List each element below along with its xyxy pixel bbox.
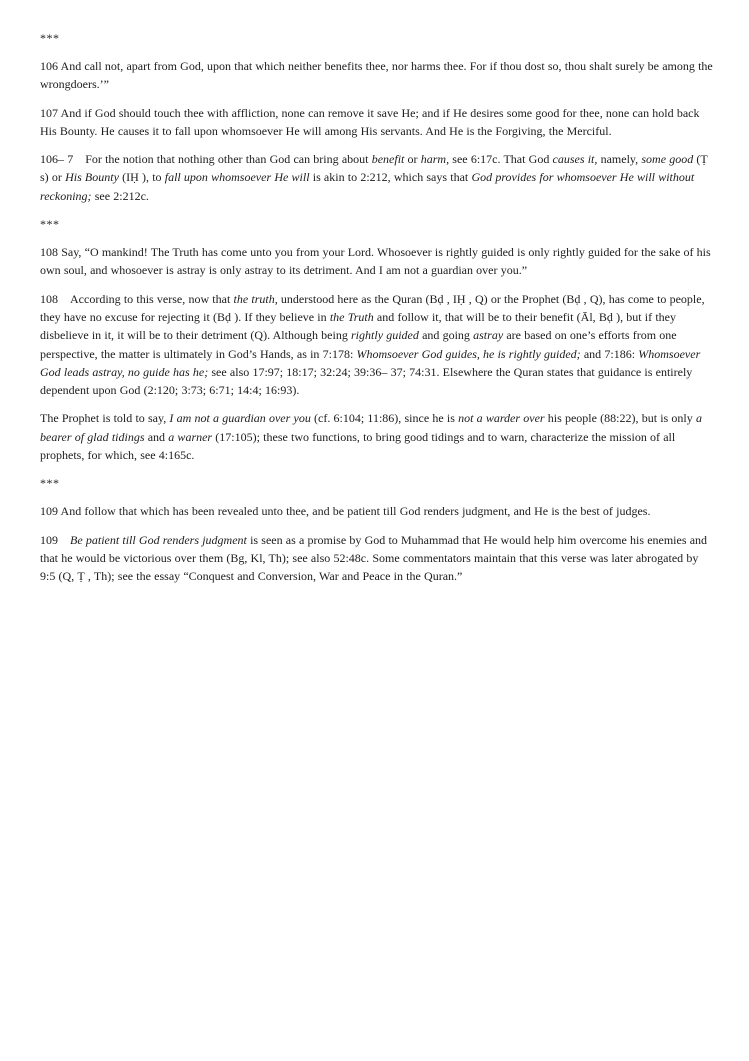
commentary-109 bbox=[40, 531, 713, 586]
verse-107 bbox=[40, 104, 713, 141]
italic-quoted-text: causes it, bbox=[552, 152, 598, 167]
italic-quoted-text: astray bbox=[473, 328, 504, 343]
commentary-verse-number: 109 bbox=[40, 532, 58, 547]
italic-quoted-text: His Bounty bbox=[65, 170, 119, 185]
body-text: is akin to 2:212, which says that bbox=[309, 170, 472, 185]
italic-quoted-text: benefit bbox=[371, 152, 405, 167]
body-text: (Ṭ s) or bbox=[40, 152, 708, 185]
body-text: (IḤ ), to bbox=[118, 170, 165, 185]
body-text: 107 And if God should touch thee with affliction, none can remove it save He; and if He desires some good for thee, none can hold back His Bounty. He causes it to fall upon whomsoever He will among His servants. And He is the Forgiving, the Merciful. bbox=[40, 105, 700, 138]
italic-quoted-text: the truth, bbox=[233, 291, 278, 306]
italic-quoted-text: harm, bbox=[420, 152, 450, 167]
document-text-block bbox=[40, 29, 713, 586]
italic-quoted-text: God provides for whomsoever He will without reckoning; bbox=[40, 170, 695, 203]
italic-quoted-text: Whomsoever God leads astray, no guide has he; bbox=[40, 346, 701, 379]
italic-quoted-text: a bearer of glad tidings bbox=[40, 411, 702, 444]
commentary-106-7 bbox=[40, 150, 713, 205]
body-text: *** bbox=[40, 476, 60, 491]
verse-106 bbox=[40, 57, 713, 94]
body-text: (cf. 6:104; 11:86), since he is bbox=[310, 411, 459, 426]
body-text: and bbox=[144, 429, 169, 444]
body-text: see 6:17c. That God bbox=[449, 152, 553, 167]
body-text: is seen as a promise by God to Muhammad that He would help him overcome his enemies and that he would be victorious over them (Bg, Kl, Th); see also 52:48c. Some commentators maintain that this verse was later abrogated by 9:5 (Q, Ṭ , Th); see the essay “Conquest and Conversion, War and Peace in the Quran.” bbox=[40, 532, 708, 584]
body-text: According to this verse, now that bbox=[70, 291, 234, 306]
body-text: *** bbox=[40, 216, 60, 231]
body-text: see also 17:97; 18:17; 32:24; 39:36– 37; 74:31. Elsewhere the Quran states that guidance is entirely dependent upon God (2:120; 3:73; 6:71; 14:4; 16:93). bbox=[40, 364, 693, 398]
verse-109 bbox=[40, 502, 713, 520]
body-text: *** bbox=[40, 31, 60, 45]
commentary-verse-number: 108 bbox=[40, 291, 58, 306]
body-text: For the notion that nothing other than God can bring about bbox=[85, 152, 372, 167]
body-text: or bbox=[404, 152, 421, 167]
body-text: 108 Say, “O mankind! The Truth has come unto you from your Lord. Whosoever is rightly guided is only rightly guided for the sake of his own soul, and whosoever is astray is only astray to its detriment. And I am not a guardian over you.” bbox=[40, 245, 711, 278]
body-text: and follow it, that will be to their benefit (Āl, Bḍ ), but if they disbelieve in it, it will be to their detriment (Q). Although being bbox=[40, 309, 676, 343]
body-text: namely, bbox=[597, 152, 642, 167]
body-text: understood here as the Quran (Bḍ , IḤ , Q) or the Prophet (Bḍ , Q), has come to people, they have no excuse for rejecting it (Bḍ ). If they believe in bbox=[40, 291, 705, 324]
body-text: 109 And follow that which has been revealed unto thee, and be patient till God renders judgment, and He is the best of judges. bbox=[40, 504, 651, 519]
italic-quoted-text: Be patient till God renders judgment bbox=[70, 532, 247, 547]
body-text: his people (88:22), but is only bbox=[544, 411, 696, 426]
commentary-verse-number: 106– 7 bbox=[40, 152, 74, 167]
italic-quoted-text: I am not a guardian over you bbox=[169, 411, 311, 426]
italic-quoted-text: some good bbox=[641, 152, 694, 167]
verse-108 bbox=[40, 243, 713, 280]
italic-quoted-text: a warner bbox=[168, 429, 213, 444]
separator-mid-1 bbox=[40, 215, 713, 233]
body-text: and 7:186: bbox=[580, 346, 639, 361]
body-text: are based on one’s efforts from one perspective, the matter is ultimately in God’s Hands, as in 7:178: bbox=[40, 328, 677, 361]
separator-mid-2 bbox=[40, 474, 713, 492]
italic-quoted-text: not a warder over bbox=[458, 411, 545, 426]
italic-quoted-text: Whomsoever God guides, he is rightly guided; bbox=[356, 346, 581, 361]
body-text: 106 And call not, apart from God, upon that which neither benefits thee, nor harms thee. For if thou dost so, thou shalt surely be among the wrongdoers.’” bbox=[40, 59, 713, 92]
body-text: The Prophet is told to say, bbox=[40, 411, 170, 426]
body-text: (17:105); these two functions, to bring good tidings and to warn, characterize the mission of all prophets, for which, see 4:165c. bbox=[40, 429, 676, 463]
body-text: and going bbox=[418, 328, 474, 343]
commentary-108-continued bbox=[40, 409, 713, 464]
separator-top bbox=[40, 29, 713, 47]
commentary-108 bbox=[40, 290, 713, 400]
italic-quoted-text: fall upon whomsoever He will bbox=[164, 170, 310, 185]
body-text: see 2:212c. bbox=[91, 188, 149, 203]
italic-quoted-text: rightly guided bbox=[351, 328, 419, 343]
italic-quoted-text: the Truth bbox=[329, 309, 374, 324]
